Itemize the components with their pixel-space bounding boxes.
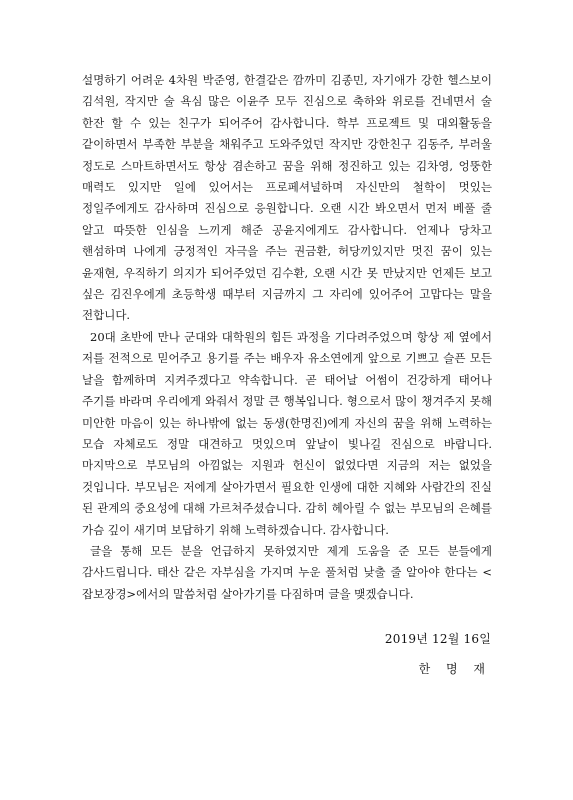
signer-name: 한 명 재 xyxy=(418,662,491,676)
paragraph-3: 글을 통해 모든 분을 언급하지 못하였지만 제게 도움을 준 모든 분들에게 감사드립니다. 태산 같은 자부심을 가지며 누운 풀처럼 낮출 줄 알아야 한다는 <잡보장경>에서의 말씀처럼 살아가기를 다짐하며 글을 맺겠습니다. xyxy=(82,543,492,601)
paragraph-2: 20대 초반에 만나 군대와 대학원의 힘든 과정을 기다려주었으며 항상 제 옆에서 저를 전적으로 믿어주고 용기를 주는 배우자 유소연에게 앞으로 기쁘고 슬픈 모든 날을 함께하며 지켜주겠다고 약속합니다. 곧 태어날 어썸이 건강하게 태어나 주기를 바라며 우리에게 와줘서 정말 큰 행복입니다. 형으로서 많이 챙겨주지 못해 미안한 마음이 있는 하나밖에 없는 동생(한명진)에게 자신의 꿈을 위해 노력하는 모습 자체로도 정말 대견하고 멋있으며 앞날이 빛나길 진심으로 바랍니다. 마지막으로 부모님의 아낌없는 지원과 헌신이 없었다면 지금의 저는 없었을 것입니다. 부모님은 저에게 살아가면서 필요한 인생에 대한 지혜와 사람간의 진실 된 관계의 중요성에 대해 가르쳐주셨습니다. 감히 헤아릴 수 없는 부모님의 은혜를 가슴 깊이 새기며 보답하기 위해 노력하겠습니다. 감사합니다. xyxy=(82,329,492,537)
paragraph-1: 설명하기 어려운 4차원 박준영, 한결같은 깜까미 김종민, 자기애가 강한 헬스보이 김석원, 작지만 술 욕심 많은 이윤주 모두 진심으로 축하와 위로를 건네면서 술 한잔 할 수 있는 친구가 되어주어 감사합니다. 학부 프로젝트 및 대외활동을 같이하면서 부족한 부분을 채워주고 도와주었던 작지만 강한친구 김동주, 부러울 정도로 스마트하면서도 항상 겸손하고 꿈을 위해 정진하고 있는 김차영, 엉뚱한 매력도 있지만 일에 있어서는 프로페셔널하며 자신만의 철학이 멋있는 정일주에게도 감사하며 진심으로 응원합니다. 오랜 시간 봐오면서 먼저 베풀 줄 알고 따뜻한 인심을 느끼게 해준 공윤지에게도 감사합니다. 언제나 당차고 핸섬하며 나에게 긍정적인 자극을 주는 권금환, 허당끼있지만 멋진 꿈이 있는 윤재현, 우직하기 의지가 되어주었던 김수환, 오랜 시간 못 만났지만 언제든 보고 싶은 김진우에게 초등학생 때부터 지금까지 그 자리에 있어주어 고맙다는 말을 전합니다. xyxy=(82,73,492,323)
body-text xyxy=(82,70,492,605)
document-date: 2019년 12월 16일 xyxy=(384,632,491,646)
